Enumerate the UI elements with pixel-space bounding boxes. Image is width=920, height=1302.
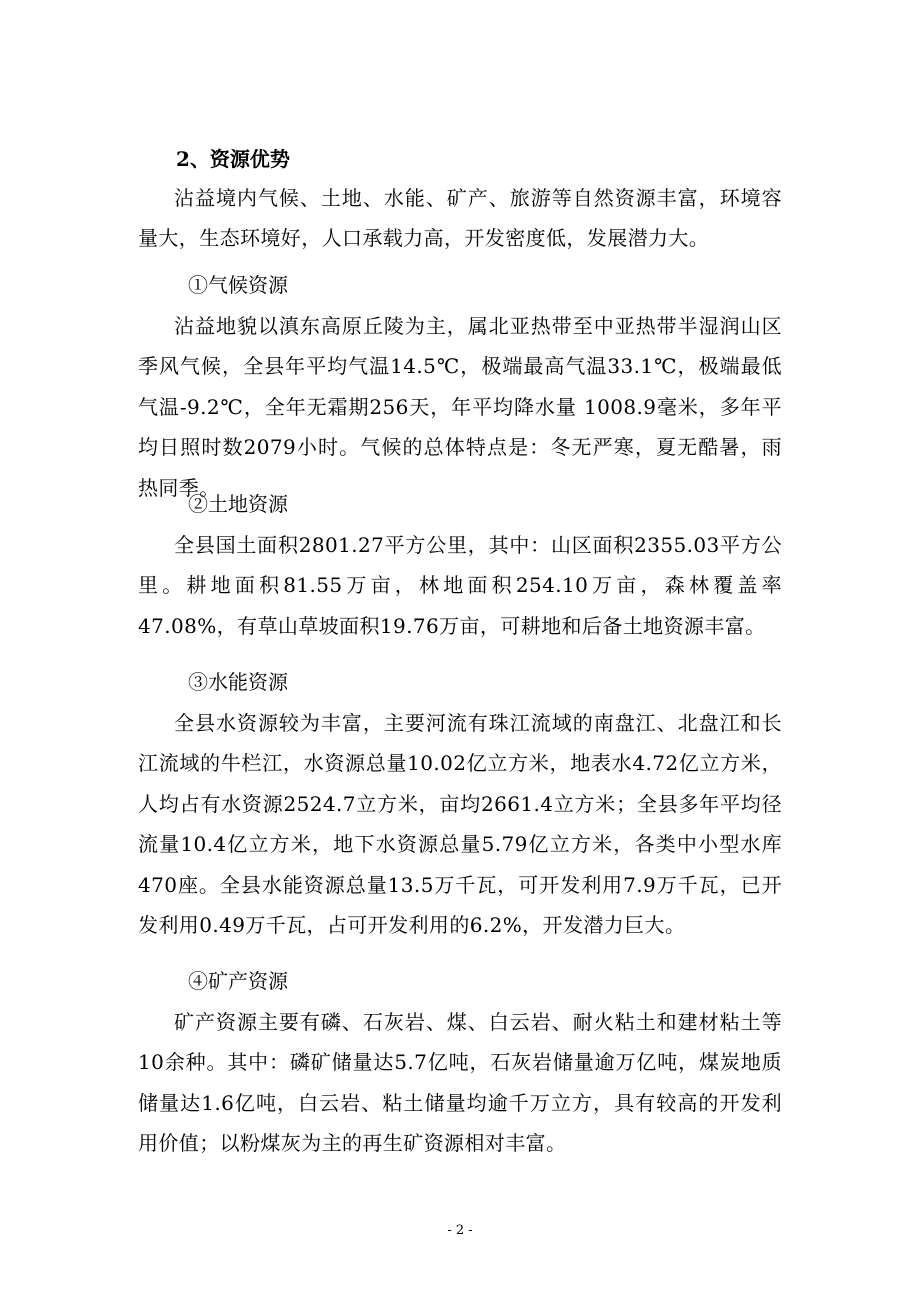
intro-paragraph: 沾益境内气候、土地、水能、矿产、旅游等自然资源丰富，环境容量大，生态环境好，人口承载力高，开发密度低，发展潜力大。	[138, 186, 782, 251]
water-paragraph: 全县水资源较为丰富，主要河流有珠江流域的南盘江、北盘江和长江流域的牛栏江，水资源总量10.02亿立方米，地表水4.72亿立方米，人均占有水资源2524.7立方米，亩均2661.4立方米；全县多年平均径流量10.4亿立方米，地下水资源总量5.79亿立方米，各类中小型水库470座。全县水能资源总量13.5万千瓦，可开发利用7.9万千瓦，已开发利用0.49万千瓦，占可开发利用的6.2%，开发潜力巨大。	[138, 711, 782, 938]
climate-paragraph: 沾益地貌以滇东高原丘陵为主，属北亚热带至中亚热带半湿润山区季风气候，全县年平均气温14.5℃，极端最高气温33.1℃，极端最低气温-9.2℃，全年无霜期256天，年平均降水量 1008.9毫米，多年平均日照时数2079小时。气候的总体特点是：冬无严寒，夏无酷暑，雨热同季。	[138, 314, 782, 500]
land-heading: ②土地资源	[188, 492, 288, 516]
page-number: - 2 -	[447, 1223, 473, 1238]
land-paragraph: 全县国土面积2801.27平方公里，其中：山区面积2355.03平方公里。耕地面积81.55万亩，林地面积254.10万亩，森林覆盖率47.08%，有草山草坡面积19.76万亩，可耕地和后备土地资源丰富。	[138, 533, 782, 638]
climate-heading: ①气候资源	[188, 273, 288, 297]
mineral-paragraph: 矿产资源主要有磷、石灰岩、煤、白云岩、耐火粘土和建材粘土等10余种。其中：磷矿储量达5.7亿吨，石灰岩储量逾万亿吨，煤炭地质储量达1.6亿吨，白云岩、粘土储量均逾千万立方，具有较高的开发利用价值；以粉煤灰为主的再生矿资源相对丰富。	[138, 1010, 782, 1156]
section-heading: 2、资源优势	[176, 147, 290, 171]
mineral-heading: ④矿产资源	[188, 969, 288, 993]
water-heading: ③水能资源	[188, 670, 288, 694]
